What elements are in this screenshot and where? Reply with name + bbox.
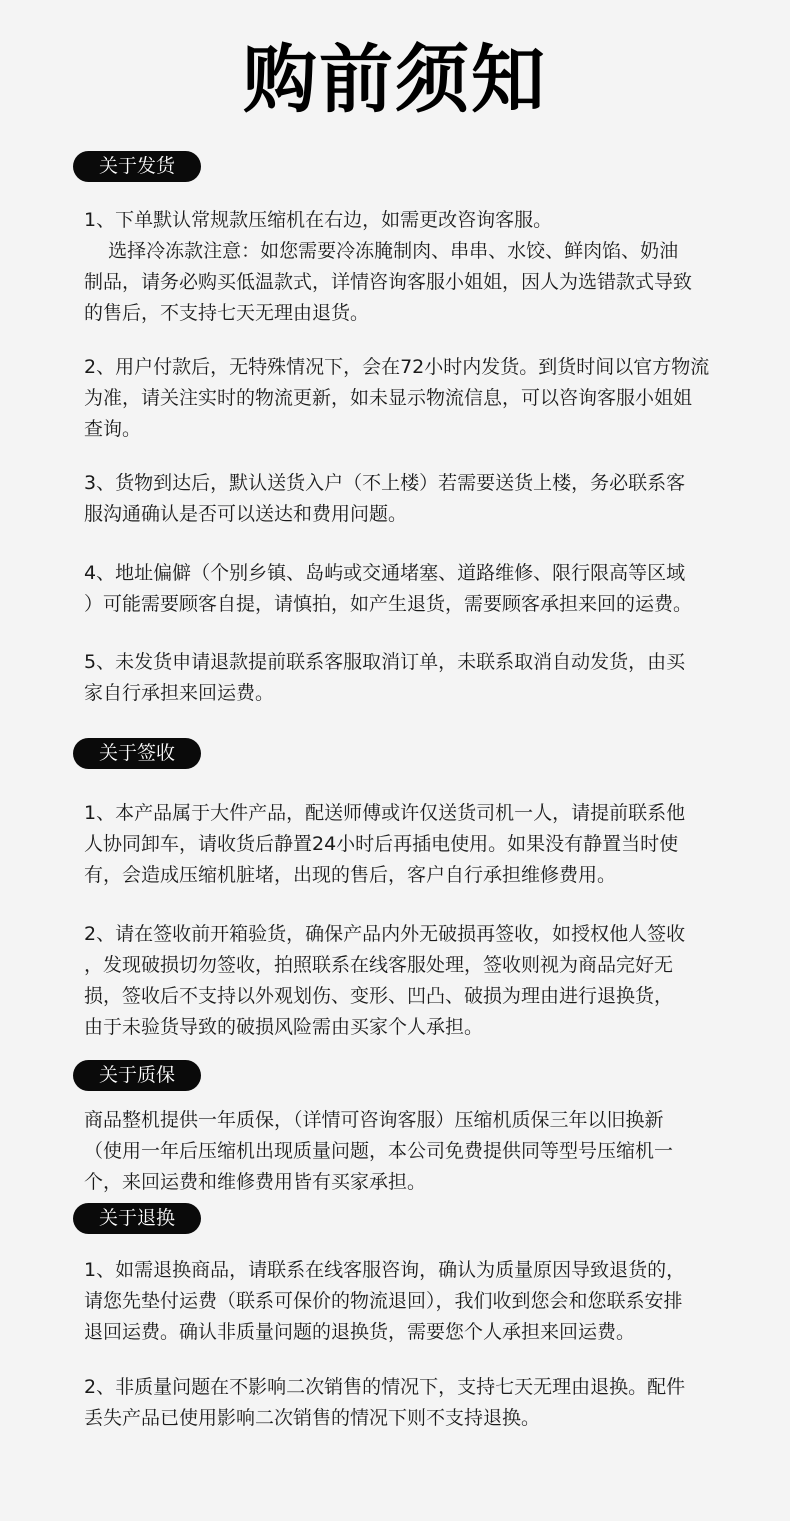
shipping-paragraph-3: 3、货物到达后，默认送货入户（不上楼）若需要送货上楼，务必联系客 服沟通确认是否可以送达和费用问题。 (84, 472, 686, 525)
shipping-paragraph-1: 1、下单默认常规款压缩机在右边，如需更改咨询客服。 选择冷冻款注意：如您需要冷冻腌制肉、串串、水饺、鲜肉馅、奶油 制品，请务必购买低温款式，详情咨询客服小姐姐，因人为选错款式导致 的售后，不支持七天无理由退货。 (84, 209, 693, 324)
section-label-returns: 关于退换 (73, 1203, 201, 1234)
returns-paragraph-1: 1、如需退换商品，请联系在线客服咨询，确认为质量原因导致退货的， 请您先垫付运费（联系可保价的物流退回），我们收到您会和您联系安排 退回运费。确认非质量问题的退换货，需要您个人承担来回运费。 (84, 1259, 686, 1343)
shipping-paragraph-5: 5、未发货申请退款提前联系客服取消订单，未联系取消自动发货，由买 家自行承担来回运费。 (84, 651, 686, 704)
section-label-receipt: 关于签收 (73, 738, 201, 769)
page-title: 购前须知 (243, 37, 547, 123)
receipt-paragraph-2: 2、请在签收前开箱验货，确保产品内外无破损再签收，如授权他人签收 ，发现破损切勿签收，拍照联系在线客服处理，签收则视为商品完好无 损，签收后不支持以外观划伤、变形、凹凸、破损为理由进行退换货， 由于未验货导致的破损风险需由买家个人承担。 (84, 923, 686, 1038)
returns-paragraph-2: 2、非质量问题在不影响二次销售的情况下，支持七天无理由退换。配件 丢失产品已使用影响二次销售的情况下则不支持退换。 (84, 1376, 686, 1429)
receipt-paragraph-1: 1、本产品属于大件产品，配送师傅或许仅送货司机一人，请提前联系他 人协同卸车，请收货后静置24小时后再插电使用。如果没有静置当时使 有，会造成压缩机脏堵，出现的售后，客户自行承担维修费用。 (84, 802, 686, 886)
section-label-shipping: 关于发货 (73, 151, 201, 182)
warranty-paragraph: 商品整机提供一年质保，（详情可咨询客服）压缩机质保三年以旧换新 （使用一年后压缩机出现质量问题，本公司免费提供同等型号压缩机一 个，来回运费和维修费用皆有买家承担。 (84, 1109, 674, 1193)
shipping-paragraph-2: 2、用户付款后，无特殊情况下，会在72小时内发货。到货时间以官方物流 为准，请关注实时的物流更新，如未显示物流信息，可以咨询客服小姐姐 查询。 (84, 356, 710, 440)
shipping-paragraph-4: 4、地址偏僻（个别乡镇、岛屿或交通堵塞、道路维修、限行限高等区域 ）可能需要顾客自提，请慎拍，如产生退货，需要顾客承担来回的运费。 (84, 562, 693, 615)
section-label-warranty: 关于质保 (73, 1060, 201, 1091)
